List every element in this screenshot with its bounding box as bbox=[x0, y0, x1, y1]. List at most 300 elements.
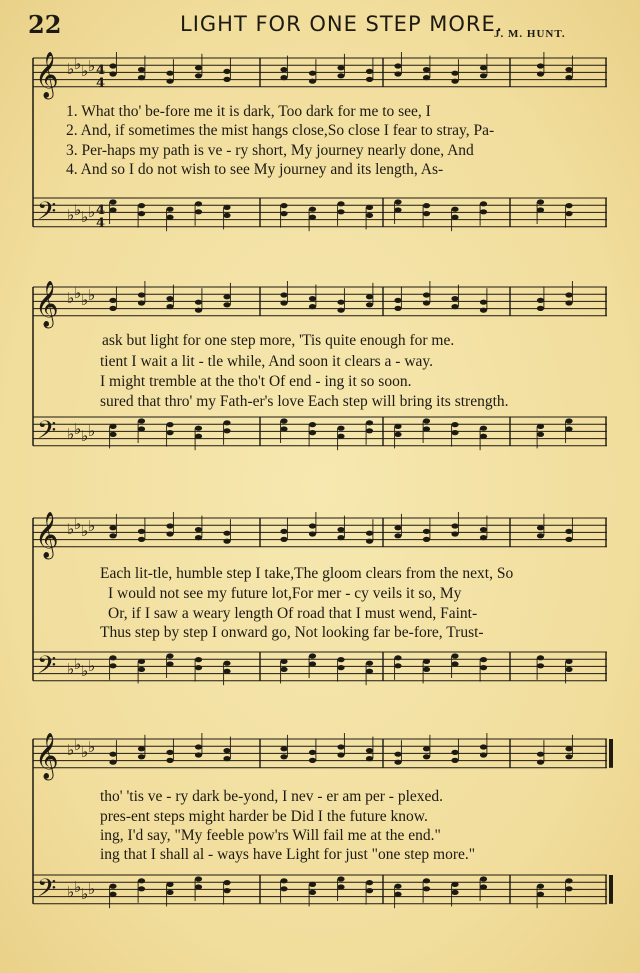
note-head bbox=[537, 884, 544, 889]
note-head bbox=[537, 752, 544, 757]
note-head bbox=[109, 207, 116, 212]
note-head bbox=[451, 890, 458, 895]
note-head bbox=[309, 653, 316, 658]
note-head bbox=[109, 298, 116, 303]
note-head bbox=[337, 434, 344, 439]
note-head bbox=[337, 65, 344, 70]
note-head bbox=[537, 71, 544, 76]
time-signature-top: 4 bbox=[96, 63, 106, 78]
note-head bbox=[223, 302, 230, 307]
note-head bbox=[223, 756, 230, 761]
note-head bbox=[394, 533, 401, 538]
flat-sign-icon: ♭ bbox=[81, 662, 89, 680]
note-head bbox=[480, 527, 487, 532]
flat-sign-icon: ♭ bbox=[67, 289, 75, 307]
note-head bbox=[109, 533, 116, 538]
note-head bbox=[337, 752, 344, 757]
note-head bbox=[138, 754, 145, 759]
lyric-line: 4. And so I do not wish to see My journey and its length, As- bbox=[66, 161, 444, 178]
note-head bbox=[337, 535, 344, 540]
note-head bbox=[451, 422, 458, 427]
note-head bbox=[537, 525, 544, 530]
flat-sign-icon: ♭ bbox=[67, 741, 75, 759]
note-head bbox=[451, 79, 458, 84]
note-head bbox=[166, 661, 173, 666]
note-head bbox=[366, 748, 373, 753]
note-head bbox=[423, 886, 430, 891]
note-head bbox=[537, 207, 544, 212]
note-head bbox=[309, 422, 316, 427]
note-head bbox=[166, 758, 173, 763]
note-head bbox=[480, 308, 487, 313]
note-head bbox=[366, 69, 373, 74]
note-head bbox=[451, 304, 458, 309]
note-head bbox=[138, 537, 145, 542]
note-head bbox=[223, 748, 230, 753]
note-head bbox=[223, 69, 230, 74]
note-head bbox=[195, 535, 202, 540]
note-head bbox=[223, 205, 230, 210]
composer-credit: J. M. HUNT. bbox=[494, 28, 566, 40]
note-head bbox=[195, 308, 202, 313]
note-head bbox=[337, 308, 344, 313]
note-head bbox=[166, 531, 173, 536]
note-head bbox=[109, 655, 116, 660]
note-head bbox=[451, 531, 458, 536]
note-head bbox=[195, 73, 202, 78]
note-head bbox=[480, 884, 487, 889]
note-head bbox=[423, 292, 430, 297]
note-head bbox=[565, 211, 572, 216]
note-head bbox=[280, 300, 287, 305]
note-head bbox=[480, 752, 487, 757]
note-head bbox=[565, 67, 572, 72]
flat-sign-icon: ♭ bbox=[88, 657, 96, 675]
note-head bbox=[195, 426, 202, 431]
note-head bbox=[166, 207, 173, 212]
bass-clef-icon: 𝄢 bbox=[37, 874, 57, 909]
lyric-line: tient I wait a lit - tle while, And soon it clears a - way. bbox=[100, 353, 434, 370]
note-head bbox=[423, 203, 430, 208]
flat-sign-icon: ♭ bbox=[67, 883, 75, 901]
note-head bbox=[166, 890, 173, 895]
note-head bbox=[423, 418, 430, 423]
note-head bbox=[223, 213, 230, 218]
flat-sign-icon: ♭ bbox=[88, 286, 96, 304]
note-head bbox=[195, 300, 202, 305]
note-head bbox=[280, 426, 287, 431]
note-head bbox=[223, 669, 230, 674]
note-head bbox=[280, 211, 287, 216]
note-head bbox=[138, 529, 145, 534]
flat-sign-icon: ♭ bbox=[67, 206, 75, 224]
note-head bbox=[109, 892, 116, 897]
bass-clef-icon: 𝄢 bbox=[37, 197, 57, 232]
note-head bbox=[195, 876, 202, 881]
note-head bbox=[195, 201, 202, 206]
note-head bbox=[109, 525, 116, 530]
note-head bbox=[166, 750, 173, 755]
note-head bbox=[109, 424, 116, 429]
note-head bbox=[366, 880, 373, 885]
note-head bbox=[337, 209, 344, 214]
note-head bbox=[223, 880, 230, 885]
note-head bbox=[480, 201, 487, 206]
note-head bbox=[394, 525, 401, 530]
note-head bbox=[166, 882, 173, 887]
note-head bbox=[138, 746, 145, 751]
flat-sign-icon: ♭ bbox=[88, 203, 96, 221]
lyric-line: sured that thro' my Fath-er's love Each step will bring its strength. bbox=[100, 393, 509, 410]
lyric-line: tho' 'tis ve - ry dark be-yond, I nev - er am per - plexed. bbox=[100, 788, 444, 805]
flat-sign-icon: ♭ bbox=[74, 515, 82, 533]
note-head bbox=[565, 203, 572, 208]
note-head bbox=[480, 657, 487, 662]
note-head bbox=[366, 294, 373, 299]
note-head bbox=[337, 665, 344, 670]
note-head bbox=[280, 418, 287, 423]
note-head bbox=[337, 426, 344, 431]
flat-sign-icon: ♭ bbox=[88, 738, 96, 756]
flat-sign-icon: ♭ bbox=[88, 517, 96, 535]
note-head bbox=[451, 215, 458, 220]
note-head bbox=[423, 75, 430, 80]
note-head bbox=[223, 539, 230, 544]
time-signature-bottom: 4 bbox=[96, 216, 106, 231]
note-head bbox=[309, 531, 316, 536]
treble-clef-icon: 𝄞 bbox=[35, 733, 59, 779]
flat-sign-icon: ♭ bbox=[74, 655, 82, 673]
note-head bbox=[309, 430, 316, 435]
note-head bbox=[423, 67, 430, 72]
flat-sign-icon: ♭ bbox=[81, 208, 89, 226]
note-head bbox=[565, 418, 572, 423]
note-head bbox=[537, 655, 544, 660]
note-head bbox=[280, 203, 287, 208]
note-head bbox=[195, 65, 202, 70]
note-head bbox=[223, 294, 230, 299]
note-head bbox=[337, 300, 344, 305]
note-head bbox=[138, 426, 145, 431]
note-head bbox=[337, 657, 344, 662]
flat-sign-icon: ♭ bbox=[81, 522, 89, 540]
note-head bbox=[366, 77, 373, 82]
note-head bbox=[337, 73, 344, 78]
note-head bbox=[309, 296, 316, 301]
flat-sign-icon: ♭ bbox=[88, 57, 96, 75]
note-head bbox=[423, 537, 430, 542]
note-head bbox=[166, 79, 173, 84]
note-head bbox=[109, 63, 116, 68]
note-head bbox=[138, 886, 145, 891]
flat-sign-icon: ♭ bbox=[74, 201, 82, 219]
lyric-line: I might tremble at the tho't Of end - ing it so soon. bbox=[100, 373, 412, 390]
note-head bbox=[195, 434, 202, 439]
note-head bbox=[394, 892, 401, 897]
note-head bbox=[309, 215, 316, 220]
flat-sign-icon: ♭ bbox=[74, 878, 82, 896]
note-head bbox=[166, 215, 173, 220]
note-head bbox=[109, 663, 116, 668]
note-head bbox=[166, 653, 173, 658]
note-head bbox=[451, 661, 458, 666]
note-head bbox=[223, 420, 230, 425]
note-head bbox=[280, 537, 287, 542]
note-head bbox=[480, 665, 487, 670]
note-head bbox=[337, 884, 344, 889]
note-head bbox=[394, 424, 401, 429]
note-head bbox=[337, 527, 344, 532]
note-head bbox=[423, 211, 430, 216]
note-head bbox=[366, 888, 373, 893]
note-head bbox=[366, 661, 373, 666]
flat-sign-icon: ♭ bbox=[74, 55, 82, 73]
note-head bbox=[309, 882, 316, 887]
note-head bbox=[109, 752, 116, 757]
note-head bbox=[138, 300, 145, 305]
note-head bbox=[109, 432, 116, 437]
note-head bbox=[166, 304, 173, 309]
note-head bbox=[537, 298, 544, 303]
flat-sign-icon: ♭ bbox=[81, 291, 89, 309]
note-head bbox=[537, 533, 544, 538]
note-head bbox=[394, 655, 401, 660]
note-head bbox=[537, 760, 544, 765]
note-head bbox=[309, 523, 316, 528]
note-head bbox=[280, 746, 287, 751]
note-head bbox=[166, 422, 173, 427]
lyric-line: I would not see my future lot,For mer - cy veils it so, My bbox=[108, 585, 462, 602]
note-head bbox=[109, 199, 116, 204]
note-head bbox=[565, 300, 572, 305]
note-head bbox=[480, 73, 487, 78]
note-head bbox=[451, 296, 458, 301]
note-head bbox=[394, 298, 401, 303]
note-head bbox=[480, 65, 487, 70]
note-head bbox=[195, 884, 202, 889]
note-head bbox=[394, 71, 401, 76]
note-head bbox=[138, 211, 145, 216]
note-head bbox=[280, 75, 287, 80]
note-head bbox=[280, 292, 287, 297]
note-head bbox=[394, 884, 401, 889]
note-head bbox=[309, 304, 316, 309]
note-head bbox=[138, 292, 145, 297]
note-head bbox=[565, 746, 572, 751]
treble-clef-icon: 𝄞 bbox=[35, 512, 59, 558]
note-head bbox=[565, 75, 572, 80]
note-head bbox=[366, 213, 373, 218]
treble-clef-icon: 𝄞 bbox=[35, 281, 59, 327]
note-head bbox=[309, 661, 316, 666]
note-head bbox=[138, 75, 145, 80]
note-head bbox=[309, 750, 316, 755]
note-head bbox=[537, 432, 544, 437]
note-head bbox=[423, 746, 430, 751]
note-head bbox=[195, 752, 202, 757]
note-head bbox=[451, 750, 458, 755]
note-head bbox=[138, 418, 145, 423]
note-head bbox=[480, 426, 487, 431]
note-head bbox=[166, 523, 173, 528]
note-head bbox=[451, 430, 458, 435]
flat-sign-icon: ♭ bbox=[81, 743, 89, 761]
note-head bbox=[366, 669, 373, 674]
note-head bbox=[138, 659, 145, 664]
note-head bbox=[366, 428, 373, 433]
note-head bbox=[109, 884, 116, 889]
flat-sign-icon: ♭ bbox=[81, 885, 89, 903]
note-head bbox=[537, 306, 544, 311]
note-head bbox=[537, 663, 544, 668]
note-head bbox=[480, 535, 487, 540]
note-head bbox=[537, 424, 544, 429]
note-head bbox=[423, 878, 430, 883]
note-head bbox=[423, 659, 430, 664]
flat-sign-icon: ♭ bbox=[67, 60, 75, 78]
note-head bbox=[195, 665, 202, 670]
note-head bbox=[565, 659, 572, 664]
note-head bbox=[280, 886, 287, 891]
bass-clef-icon: 𝄢 bbox=[37, 651, 57, 686]
treble-clef-icon: 𝄞 bbox=[35, 52, 59, 98]
note-head bbox=[537, 892, 544, 897]
note-head bbox=[366, 531, 373, 536]
lyric-line: ask but light for one step more, 'Tis quite enough for me. bbox=[102, 332, 455, 349]
lyric-line: ing, I'd say, "My feeble pow'rs Will fail me at the end." bbox=[100, 827, 441, 844]
note-head bbox=[223, 428, 230, 433]
note-head bbox=[451, 523, 458, 528]
note-head bbox=[337, 876, 344, 881]
note-head bbox=[423, 754, 430, 759]
note-head bbox=[280, 67, 287, 72]
note-head bbox=[565, 667, 572, 672]
note-head bbox=[480, 209, 487, 214]
note-head bbox=[451, 71, 458, 76]
note-head bbox=[309, 79, 316, 84]
flat-sign-icon: ♭ bbox=[67, 425, 75, 443]
note-head bbox=[195, 527, 202, 532]
note-head bbox=[565, 292, 572, 297]
note-head bbox=[565, 886, 572, 891]
lyric-line: 2. And, if sometimes the mist hangs close,So close I fear to stray, Pa- bbox=[66, 122, 495, 139]
note-head bbox=[223, 888, 230, 893]
note-head bbox=[565, 878, 572, 883]
flat-sign-icon: ♭ bbox=[74, 736, 82, 754]
note-head bbox=[309, 758, 316, 763]
note-head bbox=[280, 878, 287, 883]
note-head bbox=[138, 667, 145, 672]
note-head bbox=[537, 63, 544, 68]
note-head bbox=[451, 758, 458, 763]
note-head bbox=[394, 207, 401, 212]
note-head bbox=[394, 306, 401, 311]
flat-sign-icon: ♭ bbox=[88, 880, 96, 898]
note-head bbox=[138, 203, 145, 208]
note-head bbox=[394, 760, 401, 765]
note-head bbox=[451, 207, 458, 212]
note-head bbox=[423, 426, 430, 431]
note-head bbox=[565, 529, 572, 534]
note-head bbox=[366, 302, 373, 307]
page-number: 22 bbox=[28, 10, 62, 39]
note-head bbox=[280, 667, 287, 672]
time-signature-bottom: 4 bbox=[96, 76, 106, 91]
note-head bbox=[565, 426, 572, 431]
note-head bbox=[280, 659, 287, 664]
note-head bbox=[423, 529, 430, 534]
bass-clef-icon: 𝄢 bbox=[37, 416, 57, 451]
note-head bbox=[138, 67, 145, 72]
note-head bbox=[366, 756, 373, 761]
note-head bbox=[109, 71, 116, 76]
note-head bbox=[309, 890, 316, 895]
note-head bbox=[337, 201, 344, 206]
note-head bbox=[195, 209, 202, 214]
lyric-line: Or, if I saw a weary length Of road that I must wend, Faint- bbox=[108, 605, 478, 622]
flat-sign-icon: ♭ bbox=[81, 427, 89, 445]
note-head bbox=[423, 300, 430, 305]
note-head bbox=[166, 430, 173, 435]
note-head bbox=[480, 876, 487, 881]
lyric-line: 3. Per-haps my path is ve - ry short, My journey nearly done, And bbox=[66, 142, 474, 159]
note-head bbox=[366, 420, 373, 425]
note-head bbox=[109, 306, 116, 311]
note-head bbox=[195, 657, 202, 662]
note-head bbox=[423, 667, 430, 672]
flat-sign-icon: ♭ bbox=[81, 62, 89, 80]
note-head bbox=[223, 531, 230, 536]
note-head bbox=[366, 205, 373, 210]
flat-sign-icon: ♭ bbox=[67, 660, 75, 678]
note-head bbox=[480, 744, 487, 749]
note-head bbox=[166, 296, 173, 301]
hymn-title: LIGHT FOR ONE STEP MORE. bbox=[180, 12, 504, 36]
note-head bbox=[337, 744, 344, 749]
note-head bbox=[565, 754, 572, 759]
lyric-line: Thus step by step I onward go, Not looking far be-fore, Trust- bbox=[100, 624, 484, 641]
lyric-line: pres-ent steps might harder be Did I the future know. bbox=[100, 808, 428, 825]
note-head bbox=[537, 199, 544, 204]
note-head bbox=[480, 434, 487, 439]
note-head bbox=[394, 432, 401, 437]
flat-sign-icon: ♭ bbox=[74, 420, 82, 438]
flat-sign-icon: ♭ bbox=[67, 520, 75, 538]
lyric-line: 1. What tho' be-fore me it is dark, Too dark for me to see, I bbox=[66, 103, 431, 120]
note-head bbox=[451, 882, 458, 887]
note-head bbox=[195, 744, 202, 749]
note-head bbox=[394, 663, 401, 668]
note-head bbox=[309, 207, 316, 212]
note-head bbox=[223, 661, 230, 666]
lyric-line: Each lit-tle, humble step I take,The gloom clears from the next, So bbox=[100, 565, 514, 582]
flat-sign-icon: ♭ bbox=[74, 284, 82, 302]
note-head bbox=[309, 71, 316, 76]
note-head bbox=[280, 529, 287, 534]
lyric-line: ing that I shall al - ways have Light for just "one step more." bbox=[100, 846, 476, 863]
note-head bbox=[109, 760, 116, 765]
note-head bbox=[394, 63, 401, 68]
flat-sign-icon: ♭ bbox=[88, 422, 96, 440]
note-head bbox=[366, 539, 373, 544]
note-head bbox=[166, 71, 173, 76]
note-head bbox=[394, 752, 401, 757]
note-head bbox=[451, 653, 458, 658]
note-head bbox=[138, 878, 145, 883]
note-head bbox=[280, 754, 287, 759]
note-head bbox=[394, 199, 401, 204]
note-head bbox=[223, 77, 230, 82]
